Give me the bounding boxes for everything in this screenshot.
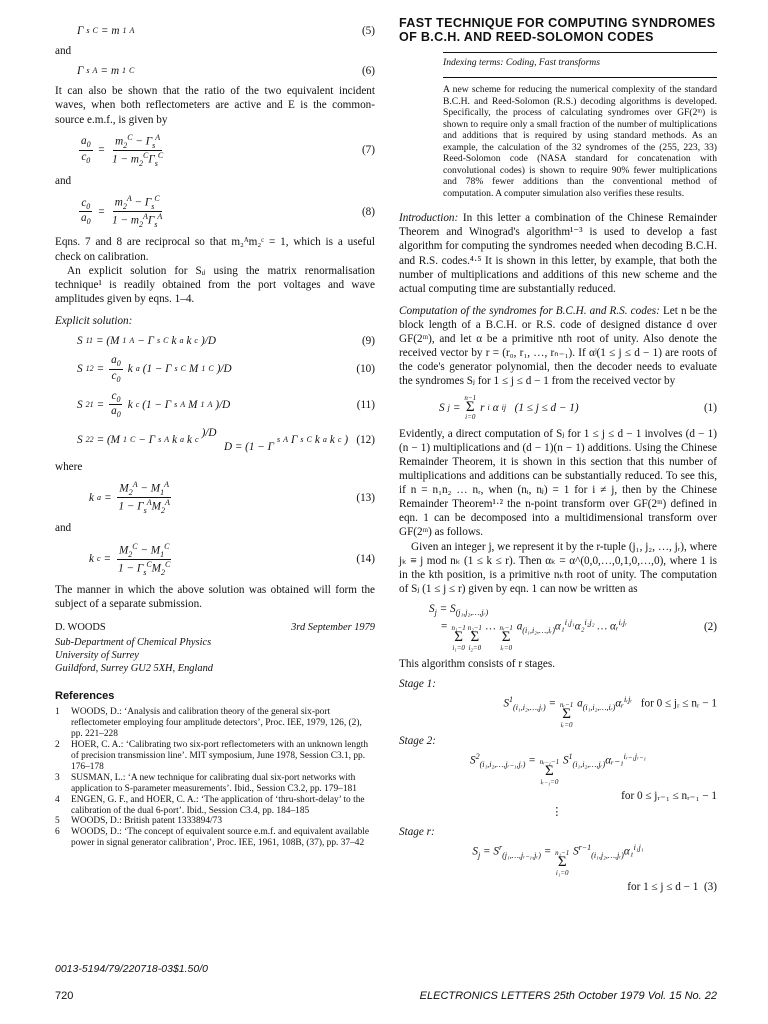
equation-9: S 11 = (M 1 A − Γ s C k a k c )/D (9): [77, 335, 375, 348]
equation-3-condition: for 1 ≤ j ≤ d − 1 (3): [627, 881, 717, 894]
references-heading: References: [55, 689, 115, 702]
equation-13: k a = $\frac{M_2^A - M_1^A}{1 - \Gamma_s^AM_2^A}$ (13): [89, 480, 375, 516]
stage-r-label: Stage r:: [399, 826, 435, 839]
journal-citation: ELECTRONICS LETTERS 25th October 1979 Vol. 15 No. 22: [419, 990, 717, 1002]
connector-and: and: [55, 174, 72, 187]
page-number: 720: [55, 990, 74, 1002]
paragraph: This algorithm consists of r stages.: [399, 658, 555, 671]
right-column: [399, 18, 717, 896]
connector-and: and: [55, 45, 72, 58]
author-line: [55, 621, 375, 634]
equation-11: S 21 = $\frac{c_0}{a_0}$ k c (1 − Γ s A M 1 A )/D (11): [77, 390, 375, 420]
stage-r-equation: $S_j = S^r_{(j_1,\dots,jᵣ_{-1},jᵣ)}$ = n₁−1 Σ i₁=0 $S^{r-1}_{(i_1,j_2,\dots,jᵣ)}\alpha_1^{i_1j_1}$: [472, 843, 644, 877]
equation-1: S j = n−1 Σ i=0 r i α ij (1 ≤ j ≤ d − 1) (1): [439, 393, 717, 422]
abstract: A new scheme for reducing the numerical complexity of the standard B.C.H. and Reed-Solomon (R.S.) decoding algorithms is developed. Specifically, the process of calculating syndromes over GF(2ᵐ) is shown to require only a small fraction of the number of multiplications and additions that is required by using standard methods. As an example, the calculation of the 32 syndromes of the (255, 223, 33) Reed-Solomon code (NASA standard for concatenation with convolutional codes) is shown to require 90% fewer multiplications and 78% fewer additions than the conventional method of computation. A computer simulation also verifies these results.: [443, 77, 717, 199]
submission-date: 3rd September 1979: [291, 622, 375, 634]
affiliation: Sub-Department of Chemical Physics University of Surrey Guildford, Surrey GU2 5XH, England: [55, 637, 213, 675]
stage-2-condition: for 0 ≤ jᵣ₋₁ ≤ nᵣ₋₁ − 1: [621, 790, 717, 803]
reference-item: 1 WOODS, D.: ‘Analysis and calibration theory of the general six-port reflectometer employing four amplitude detectors’, Proc. IEE, 1979, 126, (2), pp. 221–228: [55, 707, 362, 740]
explicit-solution-heading: Explicit solution:: [55, 314, 133, 327]
equation-5: Γ s C = m 1 A (5): [77, 25, 375, 37]
paragraph: It can also be shown that the ratio of the two equivalent incident waves, when both reflectometers are active and E is the common-source e.m.f., is given by: [55, 85, 375, 126]
paragraph: Evidently, a direct computation of Sⱼ for 1 ≤ j ≤ d − 1 involves (d − 1)(n − 1) multiplications and (d − 1)(n − 1) additions. Using the Chinese Remainder Theorem, it is shown in this section that this number of multiplications and additions can be substantially reduced. To see this, if n = n₁n₂ … nᵣ, when (nᵢ, nⱼ) = 1 for i ≠ j, then by the Chinese Remainder Theorem¹·² the n-point transform over GF(2ᵐ) defined in eqn. 1 can be decomposed into a multidimensional transform over GF(2ᵐ) as follows.: [399, 427, 717, 539]
equation-10: S 12 = $\frac{a_0}{c_0}$ k a (1 − Γ s C M 1 C )/D (10): [77, 354, 375, 384]
stage-2-label: Stage 2:: [399, 735, 436, 748]
connector-where: where: [55, 461, 83, 474]
introduction-paragraph: Introduction: In this letter a combination of the Chinese Remainder Theorem and Winograd's algorithm¹⁻³ is used to develop a fast algorithm for computing the syndromes needed when decoding B.C.H. and R.S. codes.⁴·⁵ It is shown in this letter, by example, that both the number of multiplications and additions of this new scheme and the actual computing time are substantially reduced.: [399, 212, 718, 295]
stage-2-equation: $S^2_{(i_1,i_2,\dots,jᵣ_{-1},jᵣ)}$ = nᵣ₋₁−1 Σ iᵣ₋₁=0 $S^1_{(i_1,i_2,\dots,jᵣ)}\alpha ᵣ_{-1}^{iᵣ_{-1}jᵣ_{-1}}$: [469, 752, 646, 786]
equation-14: k c = $\frac{M_2^C - M_1^C}{1 - \Gamma_s^CM_2^C}$ (14): [89, 541, 375, 577]
paragraph: The manner in which the above solution was obtained will form the subject of a separate submission.: [55, 583, 375, 611]
stage-1-equation: $S^1_{(i_1,i_2,\dots,jᵣ)}$ = nᵣ−1 Σ iᵣ=0 $a_{(i_1,i_2,\dots,iᵣ)}\alpha ᵣ^{iᵣjᵣ}$ for 0 ≤ jᵣ ≤ nᵣ − 1: [503, 695, 717, 729]
equation-7: $\frac{a_0}{c_0}$ = $\frac{m_2^C - \Gamma_s^A}{1 - m_2^C\Gamma_s^C}$ (7): [81, 132, 375, 168]
left-column: [55, 18, 375, 849]
ellipsis: ⋮: [551, 806, 565, 819]
equation-6: Γ s A = m 1 C (6): [77, 65, 375, 78]
equation-8: $\frac{c_0}{a_0}$ = $\frac{m_2^A - \Gamma_s^C}{1 - m_2^A\Gamma_s^A}$ (8): [81, 194, 375, 230]
equation-2: $S_j = S_{(j_1,j_2,\dots,jᵣ)}$ = n₁−1 Σ i₁=0 n₂−1 Σ i₂=0 … nᵣ−1 Σ iᵣ=0 $a_{(i_1,i_2,\dots,iᵣ)}\alpha_1^{i_1j_1}\alpha_2^{i_2j_2}$ … αᵣ$^{iᵣjᵣ}$ (2): [429, 602, 717, 652]
reference-item: 4 ENGEN, G. F., and HOER, C. A.: ‘The application of ‘thru-short-delay’ to the calibration of the dual 6-port’. Ibid., Session C3.4, pp. 184–185: [55, 794, 365, 816]
reference-item: 5 WOODS, D.: British patent 1333894/73: [55, 816, 223, 827]
paragraph: An explicit solution for Sᵢⱼ using the matrix renormalisation technique¹ is readily obtained from the port voltages and wave amplitudes given by eqns. 1–4.: [55, 264, 375, 305]
computation-paragraph: Computation of the syndromes for B.C.H. and R.S. codes: Let n be the block length of a B.C.H. or R.S. code of designed distance d over GF(2ᵐ), and let α be a primitive nth root of unity. Also denote the received vector by r = (r₀, r₁, …, rₙ₋₁). If αʲ(1 ≤ j ≤ d − 1) are roots of the code's generator polynomial, then the decoder needs to evaluate the syndromes Sⱼ for 1 ≤ j ≤ d − 1 from the received vector by: [399, 304, 717, 388]
stage-1-label: Stage 1:: [399, 678, 436, 691]
reference-item: 2 HOER, C. A.: ‘Calibrating two six-port reflectometers with an unknown length of precision transmission line’. MIT symposium, June 1978, Session C3.1, pp. 176–178: [55, 740, 369, 772]
indexing-terms: Indexing terms: Coding, Fast transforms: [443, 57, 600, 69]
reference-item: 6 WOODS, D.: ‘The concept of equivalent source e.m.f. and equivalent available power in signal generator calibration’, Proc. IEE, 1961, 108B, (37), pp. 37–42: [55, 827, 370, 849]
divider: [443, 52, 717, 53]
article-title: FAST TECHNIQUE FOR COMPUTING SYNDROMES OF B.C.H. AND REED-SOLOMON CODES: [399, 16, 716, 45]
author-name: D. WOODS: [55, 622, 106, 634]
paragraph: Given an integer j, we represent it by the r-tuple (j₁, j₂, …, jᵣ), where jₖ ≡ j mod nₖ (1 ≤ k ≤ r). Then αₖ = α^(0,0,…,0,1,0,…,0), where 1 is in the kth position, is a primitive nₖth root of unity. The computation of Sⱼ (1 ≤ j ≤ r) given by eqn. 1 can now be written as: [399, 540, 717, 595]
paragraph: Eqns. 7 and 8 are reciprocal so that m₂ᴬm₂ᶜ = 1, which is a useful check on calibration.: [55, 236, 375, 263]
equation-12: S 22 = (M 1 C − Γ s A k a k c )/D D = (1 − Γ s A Γ s C k a k c ) (12): [77, 426, 375, 453]
page-footer: [55, 990, 717, 1004]
connector-and: and: [55, 522, 72, 535]
references-list: [55, 707, 375, 849]
reference-item: 3 SUSMAN, L.: ‘A new technique for calibrating dual six-port networks with application to S-parameter measurements’. Ibid., Session C3.2, pp. 179–181: [55, 772, 357, 794]
article-code: 0013-5194/79/220718-03$1.50/0: [55, 963, 208, 975]
